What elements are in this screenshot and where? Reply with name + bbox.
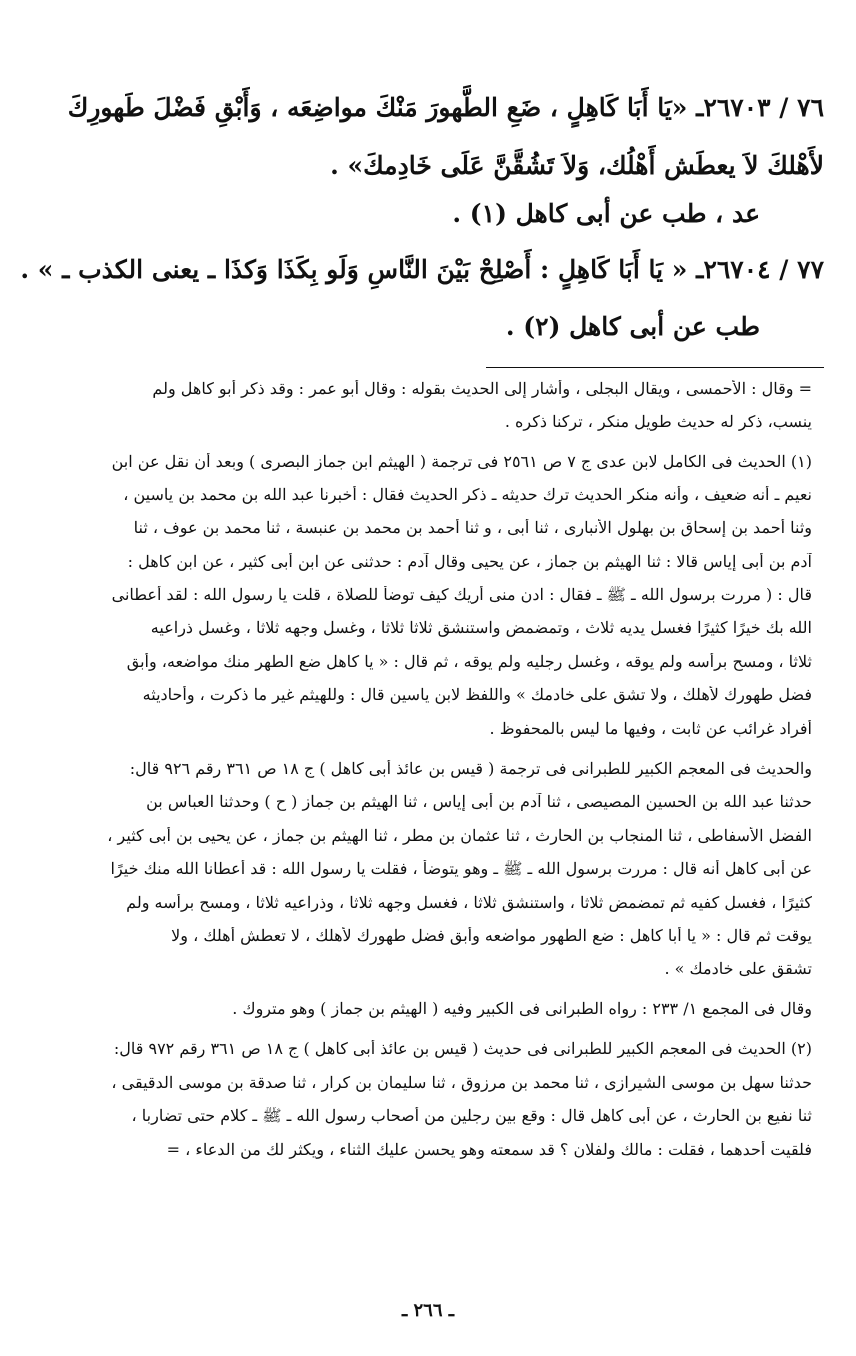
hadith-77-line-1: ٧٧ / ٢٦٧٠٤ـ « يَا أَبَا كَاهِلٍ : أَصْلِحْ بَيْنَ النَّاسِ وَلَو بِكَذَا وَكذَا ـ يعنى الكذب ـ » . <box>20 255 824 284</box>
footnote-1b-line: يوقت ثم قال : « يا أبا كاهل : ضع الطهور مواضعه وأبق فضل طهورك لأهلك ، لا تعطش أهلك ، ولا <box>171 927 812 945</box>
footnote-continuation-line: ينسب، ذكر له حديث طويل منكر ، تركنا ذكره . <box>504 413 812 431</box>
footnote-1-line: وثنا أحمد بن إسحاق بن بهلول الأنبارى ، ثنا أبى ، و ثنا أحمد بن محمد بن عنبسة ، ثنا محمد بن عوف ، ثنا <box>133 519 812 537</box>
footnote-2-line: (٢) الحديث فى المعجم الكبير للطبرانى فى حديث ( قيس بن عائذ أبى كاهل ) ج ١٨ ص ٣٦١ رقم ٩٧٢ قال: <box>113 1040 812 1058</box>
hadith-76-line-1: ٧٦ / ٢٦٧٠٣ـ «يَا أَبَا كَاهِلٍ ، ضَعِ الطَّهورَ مَنْكَ مواضِعَه ، وَأَبْقِ فَضْلَ طَهورِكَ <box>67 93 824 122</box>
footnote-2-line: حدثنا سهل بن موسى الشيرازى ، ثنا محمد بن مرزوق ، ثنا سليمان بن كرار ، ثنا صدقة بن موسى الدقيقى ، <box>111 1074 812 1092</box>
footnote-1c-line: وقال فى المجمع ١/ ٢٣٣ : رواه الطبرانى فى الكبير وفيه ( الهيثم بن جماز ) وهو متروك . <box>232 1000 812 1018</box>
hadith-77-source: طب عن أبى كاهل (٢) . <box>505 312 760 341</box>
footnote-1-line: فضل طهورك لأهلك ، ولا تشق على خادمك » واللفظ لابن ياسين قال : وللهيثم غير ما ذكرت ، وأحاديثه <box>142 686 812 704</box>
footnote-1b-line: تشقق على خادمك » . <box>664 960 812 978</box>
footnote-continuation-line: = وقال : الأحمسى ، ويقال البجلى ، وأشار إلى الحديث بقوله : وقال أبو عمر : وقد ذكر أبو كاهل ولم <box>152 380 812 398</box>
footnote-2-line: فلقيت أحدهما ، فقلت : مالك ولفلان ؟ قد سمعته وهو يحسن عليك الثناء ، ويكثر لك من الدعاء ، = <box>166 1141 812 1159</box>
hadith-76-source: عد ، طب عن أبى كاهل (١) . <box>452 199 760 228</box>
footnote-1-line: نعيم ـ أنه ضعيف ، وأنه منكر الحديث ترك حديثه ـ ذكر الحديث فقال : أخبرنا عبد الله بن محمد بن ياسين ، <box>123 486 812 504</box>
footnote-1b-line: والحديث فى المعجم الكبير للطبرانى فى ترجمة ( قيس بن عائذ أبى كاهل ) ج ١٨ ص ٣٦١ رقم ٩٢٦ قال: <box>129 760 812 778</box>
page-number: ـ ٢٦٦ ـ <box>401 1300 455 1321</box>
footnote-1-line: الله بك خيرًا كثيرًا فغسل يديه ثلاث ، وتمضمض واستنشق ثلاثا ثلاثا ، وغسل وجهه ثلاثا ، وغسل ذراعيه <box>150 619 812 637</box>
footnote-1-line: آدم بن أبى إياس قالا : ثنا الهيثم بن جماز ، عن يحيى وقال آدم : حدثنى عن ابن أبى كثير ، عن ابن كاهل : <box>127 553 812 571</box>
footnote-1b-line: عن أبى كاهل أنه قال : مررت برسول الله ـ ﷺ ـ وهو يتوضأ ، فقلت يا رسول الله : قد أعطانا الله منك خيرًا <box>110 860 812 878</box>
hadith-76-line-2: لأَهْلكَ لاَ يعطَش أَهْلُك، وَلاَ تَشُقَّنَّ عَلَى خَادِمكَ» . <box>330 151 824 180</box>
footnote-1b-line: حدثنا عبد الله بن الحسين المصيصى ، ثنا آدم بن أبى إياس ، ثنا الهيثم بن جماز ( ح ) وحدثنا العباس بن <box>146 793 812 811</box>
footnote-1-line: ثلاثا ، ومسح برأسه ولم يوقه ، وغسل رجليه ولم يوقه ، ثم قال : « يا كاهل ضع الطهر منك مواضعه، وأبق <box>126 653 812 671</box>
footnote-1-line: أفراد غرائب عن ثابت ، وفيها ما ليس بالمحفوظ . <box>489 720 812 738</box>
footnote-1b-line: كثيرًا ، فغسل كفيه ثم تمضمض ثلاثا ، واستنشق ثلاثا ، فغسل وجهه ثلاثا ، وذراعيه ثلاثا ، ومسح برأسه ولم <box>126 894 812 912</box>
footnote-2-line: ثنا نفيع بن الحارث ، عن أبى كاهل قال : وقع بين رجلين من أصحاب رسول الله ـ ﷺ ـ كلام حتى تضاربا ، <box>131 1107 812 1125</box>
footnote-1-line: قال : ( مررت برسول الله ـ ﷺ ـ فقال : ادن منى أريك كيف توضأ للصلاة ، قلت يا رسول الله : لقد أعطانى <box>111 586 812 604</box>
footnote-divider <box>486 367 824 368</box>
footnote-1-line: (١) الحديث فى الكامل لابن عدى ج ٧ ص ٢٥٦١ فى ترجمة ( الهيثم ابن جماز البصرى ) وبعد أن نقل عن ابن <box>111 453 812 471</box>
footnote-1b-line: الفضل الأسفاطى ، ثنا المنجاب بن الحارث ، ثنا عثمان بن مطر ، ثنا الهيثم بن جماز ، عن يحيى بن أبى كثير ، <box>107 827 812 845</box>
